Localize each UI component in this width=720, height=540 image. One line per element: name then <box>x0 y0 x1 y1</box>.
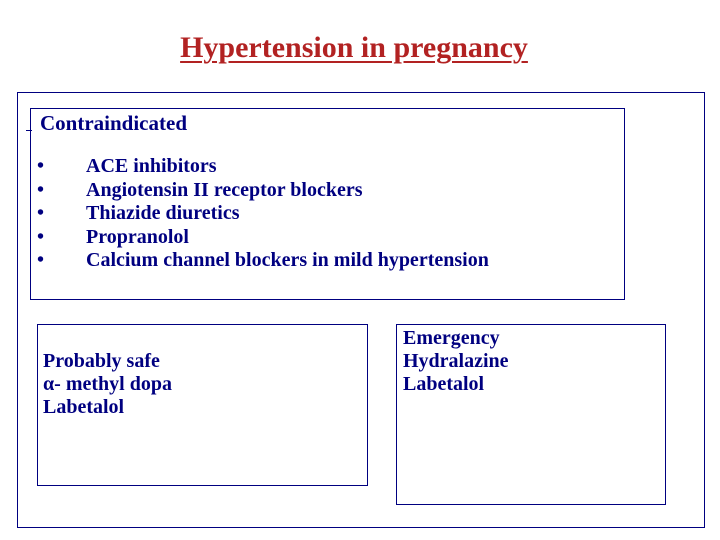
drug-name: Calcium channel blockers in mild hypertension <box>86 249 489 271</box>
list-item <box>37 249 489 273</box>
contraindicated-heading: Contraindicated <box>40 111 187 135</box>
list-item <box>37 179 489 203</box>
emergency-drug: Hydralazine <box>403 350 509 372</box>
emergency-heading: Emergency <box>403 327 500 349</box>
bullet-icon: • <box>37 202 45 224</box>
slide-title: Hypertension in pregnancy <box>180 31 528 64</box>
drug-name: Thiazide diuretics <box>86 202 240 224</box>
list-item <box>37 226 489 250</box>
drug-name: Angiotensin II receptor blockers <box>86 178 363 201</box>
bullet-icon: • <box>37 155 45 177</box>
probably-safe-content <box>43 350 172 419</box>
list-item <box>37 155 489 179</box>
probably-safe-heading: Probably safe <box>43 350 160 372</box>
emergency-drug: Labetalol <box>403 373 485 395</box>
contraindicated-list <box>37 155 489 273</box>
probably-safe-drug: Labetalol <box>43 396 125 418</box>
bullet-icon: • <box>37 225 45 248</box>
bullet-icon: • <box>37 178 45 201</box>
list-item <box>37 202 489 226</box>
emergency-content <box>403 327 509 396</box>
drug-name: ACE inhibitors <box>86 155 217 177</box>
probably-safe-drug: α- methyl dopa <box>43 373 172 395</box>
heading-marker <box>26 130 32 131</box>
bullet-icon: • <box>37 249 45 271</box>
drug-name: Propranolol <box>86 225 189 248</box>
